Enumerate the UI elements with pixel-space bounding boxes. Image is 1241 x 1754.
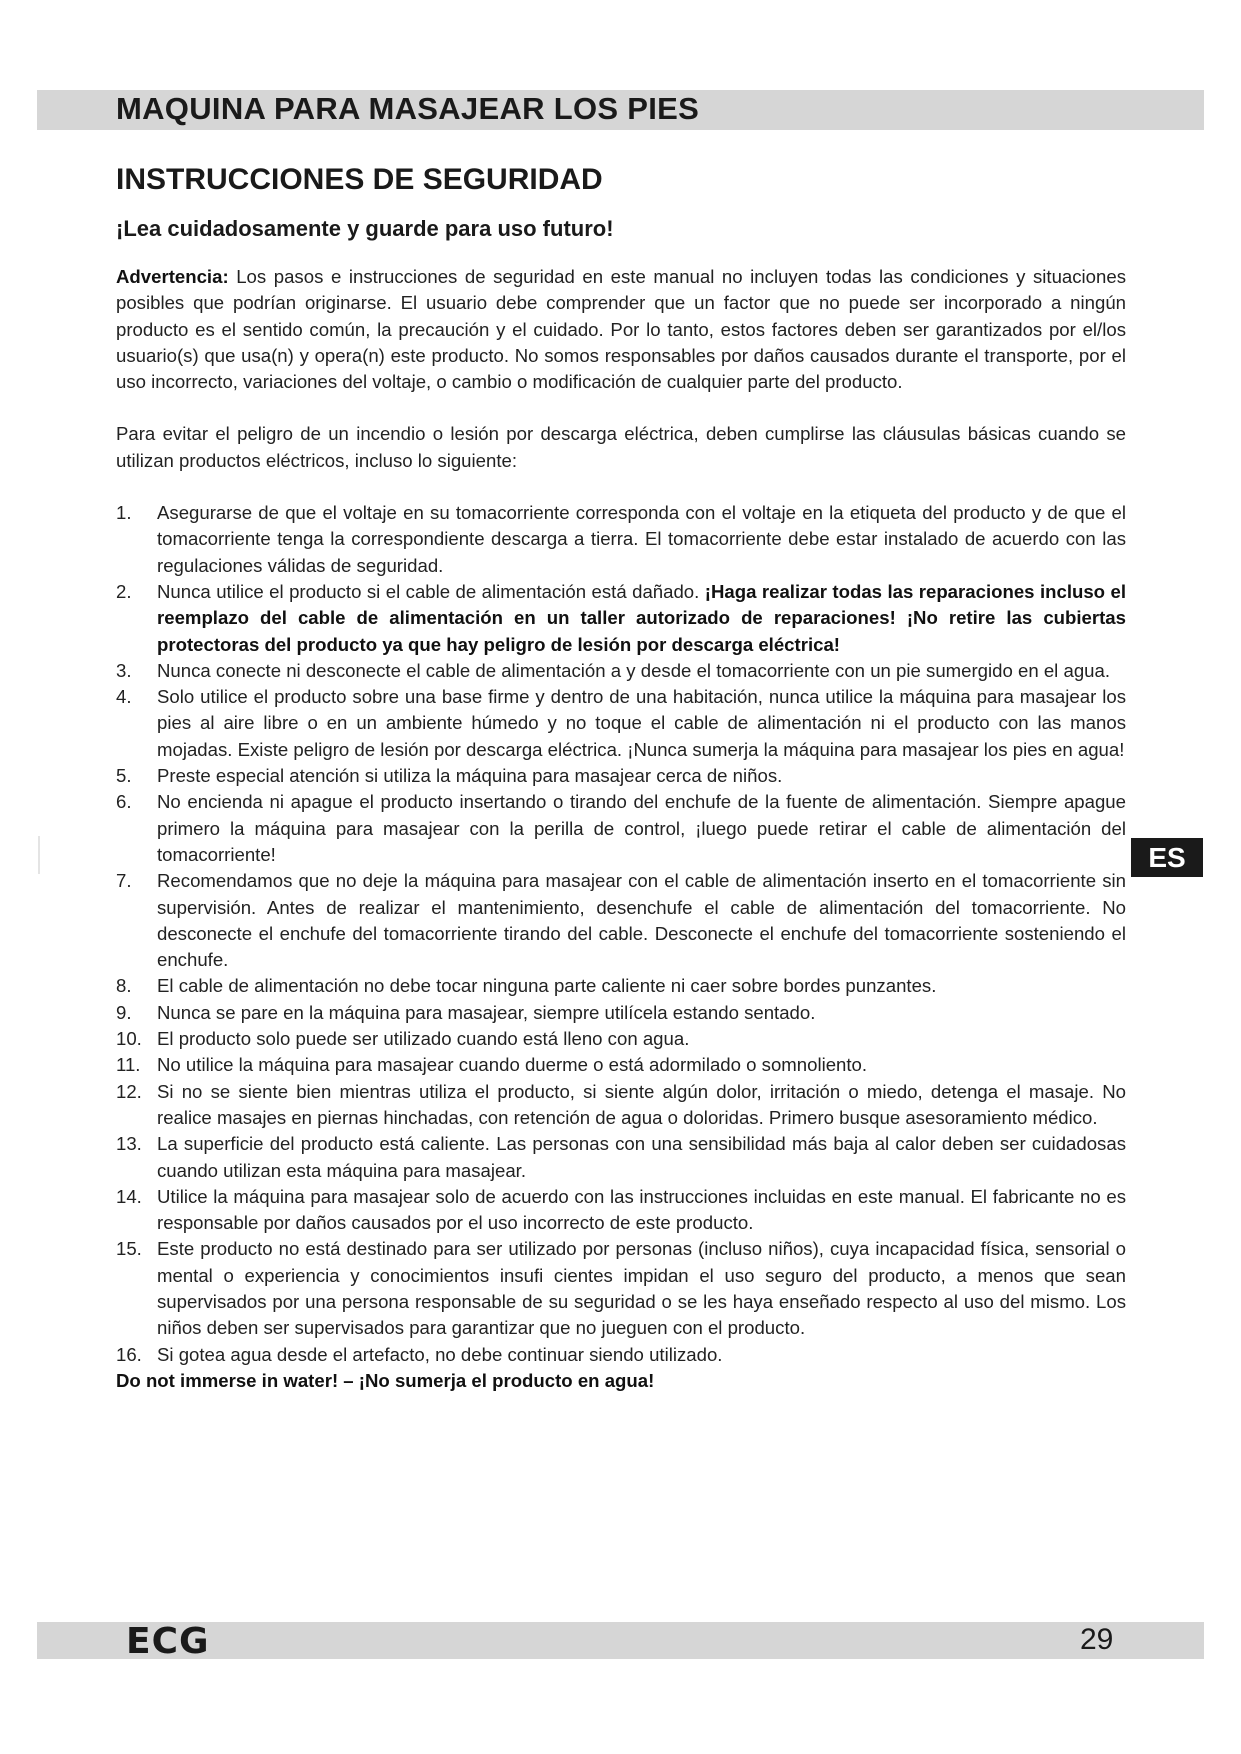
list-item bbox=[116, 684, 1126, 763]
item-number: 5. bbox=[116, 765, 132, 787]
item-text: Nunca utilice el producto si el cable de alimentación está dañado. bbox=[157, 580, 705, 602]
list-item bbox=[116, 1236, 1126, 1341]
list-item bbox=[116, 1026, 1126, 1052]
language-tab: ES bbox=[1131, 838, 1203, 877]
item-number: 12. bbox=[116, 1080, 142, 1102]
document-body bbox=[116, 264, 1126, 1394]
warning-paragraph bbox=[116, 264, 1126, 395]
item-number: 6. bbox=[116, 791, 132, 813]
item-text: Solo utilice el producto sobre una base firme y dentro de una habitación, nunca utilice la máquina para masajear los pies al aire libre o en un ambiente húmedo y no toque el cable de alimentación ni el producto con las manos mojadas. Existe peligro de lesión por descarga eléctrica. ¡Nunca sumerja la máquina para masajear los pies en agua! bbox=[157, 686, 1126, 760]
page-number: 29 bbox=[1080, 1623, 1114, 1656]
item-bold-text: ¡Haga realizar todas las reparaciones incluso el reemplazo del cable de alimentación en un taller autorizado de reparaciones! ¡No retire las cubiertas protectoras del producto ya que hay peligro de lesión por descarga eléctrica! bbox=[157, 580, 1126, 655]
item-number: 7. bbox=[116, 870, 132, 892]
brand-logo: ECG bbox=[126, 1621, 210, 1662]
item-text: Si no se siente bien mientras utiliza el producto, si siente algún dolor, irritación o miedo, detenga el masaje. No realice masajes en piernas hinchadas, con retención de agua o doloridas. Primero busque asesoramiento médico. bbox=[157, 1080, 1126, 1128]
item-number: 10. bbox=[116, 1028, 142, 1050]
list-item bbox=[116, 579, 1126, 658]
item-text: Nunca se pare en la máquina para masajear, siempre utilícela estando sentado. bbox=[157, 1001, 816, 1023]
item-text: Si gotea agua desde el artefacto, no debe continuar siendo utilizado. bbox=[157, 1343, 723, 1365]
item-number: 3. bbox=[116, 659, 132, 681]
item-text: Recomendamos que no deje la máquina para masajear con el cable de alimentación inserto en el tomacorriente sin supervisión. Antes de realizar el mantenimiento, desenchufe el cable de alimentación del tomacorriente. No desconecte el enchufe del tomacorriente tirando del cable. Desconecte el enchufe del tomacorriente sosteniendo el enchufe. bbox=[157, 870, 1126, 971]
list-item bbox=[116, 763, 1126, 789]
item-text: No utilice la máquina para masajear cuando duerme o está adormilado o somnoliento. bbox=[157, 1054, 868, 1076]
final-warning: Do not immerse in water! – ¡No sumerja el producto en agua! bbox=[116, 1369, 655, 1391]
intro-paragraph: Para evitar el peligro de un incendio o lesión por descarga eléctrica, deben cumplirse las cláusulas básicas cuando se utilizan productos eléctricos, incluso lo siguiente: bbox=[116, 423, 1126, 471]
item-number: 8. bbox=[116, 975, 132, 997]
item-text: Asegurarse de que el voltaje en su tomacorriente corresponda con el voltaje en la etiqueta del producto y de que el tomacorriente tenga la correspondiente descarga a tierra. El tomacorriente debe estar instalado de acuerdo con las regulaciones válidas de seguridad. bbox=[157, 502, 1126, 576]
warning-label: Advertencia: bbox=[116, 266, 229, 287]
item-number: 9. bbox=[116, 1001, 132, 1023]
item-number: 13. bbox=[116, 1133, 142, 1155]
item-text: No encienda ni apague el producto insertando o tirando del enchufe de la fuente de alimentación. Siempre apague primero la máquina para masajear con la perilla de control, ¡luego puede retirar el cable de alimentación del tomacorriente! bbox=[157, 791, 1126, 865]
section-title: INSTRUCCIONES DE SEGURIDAD bbox=[116, 163, 603, 196]
page-title: MAQUINA PARA MASAJEAR LOS PIES bbox=[116, 91, 700, 126]
item-number: 2. bbox=[116, 580, 132, 602]
item-number: 11. bbox=[116, 1054, 141, 1076]
list-item bbox=[116, 658, 1126, 684]
item-text: Utilice la máquina para masajear solo de acuerdo con las instrucciones incluidas en este manual. El fabricante no es responsable por daños causados por el uso incorrecto de este producto. bbox=[157, 1185, 1126, 1234]
footer-bar bbox=[37, 1622, 1204, 1659]
item-number: 15. bbox=[116, 1238, 142, 1260]
item-text: Preste especial atención si utiliza la máquina para masajear cerca de niños. bbox=[157, 765, 783, 787]
item-text: Este producto no está destinado para ser utilizado por personas (incluso niños), cuya incapacidad física, sensorial o mental o experiencia y conocimientos insufi cientes impidan el uso seguro del producto, a menos que sean supervisados por una persona responsable de su seguridad o se les haya enseñado respecto al uso del mismo. Los niños deben ser supervisados para garantizar que no jueguen con el producto. bbox=[157, 1238, 1126, 1339]
list-item bbox=[116, 1000, 1126, 1026]
safety-list bbox=[116, 500, 1126, 1368]
list-item bbox=[116, 1342, 1126, 1368]
list-item bbox=[116, 868, 1126, 973]
item-number: 14. bbox=[116, 1185, 142, 1207]
item-number: 1. bbox=[116, 502, 132, 524]
item-text: La superficie del producto está caliente. Las personas con una sensibilidad más baja al calor deben ser cuidadosas cuando utilizan esta máquina para masajear. bbox=[157, 1133, 1126, 1181]
item-number: 16. bbox=[116, 1343, 142, 1365]
list-item bbox=[116, 973, 1126, 999]
item-text: El cable de alimentación no debe tocar ninguna parte caliente ni caer sobre bordes punzantes. bbox=[157, 975, 937, 997]
list-item bbox=[116, 1184, 1126, 1237]
list-item bbox=[116, 1052, 1126, 1078]
item-text: El producto solo puede ser utilizado cuando está lleno con agua. bbox=[157, 1028, 690, 1050]
list-item bbox=[116, 1079, 1126, 1132]
warning-text: Los pasos e instrucciones de seguridad en este manual no incluyen todas las condiciones y situaciones posibles que podrían originarse. El usuario debe comprender que un factor que no puede ser incorporado a ningún producto es el sentido común, la precaución y el cuidado. Por lo tanto, estos factores deben ser garantizados por el/los usuario(s) que usa(n) y opera(n) este producto. No somos responsables por daños causados durante el transporte, por el uso incorrecto, variaciones del voltaje, o cambio o modificación de cualquier parte del producto. bbox=[116, 266, 1126, 393]
margin-mark bbox=[38, 836, 40, 874]
list-item bbox=[116, 500, 1126, 579]
list-item bbox=[116, 1131, 1126, 1184]
list-item bbox=[116, 789, 1126, 868]
item-number: 4. bbox=[116, 686, 132, 708]
item-text: Nunca conecte ni desconecte el cable de alimentación a y desde el tomacorriente con un pie sumergido en el agua. bbox=[157, 659, 1111, 681]
section-subtitle: ¡Lea cuidadosamente y guarde para uso futuro! bbox=[116, 216, 614, 241]
